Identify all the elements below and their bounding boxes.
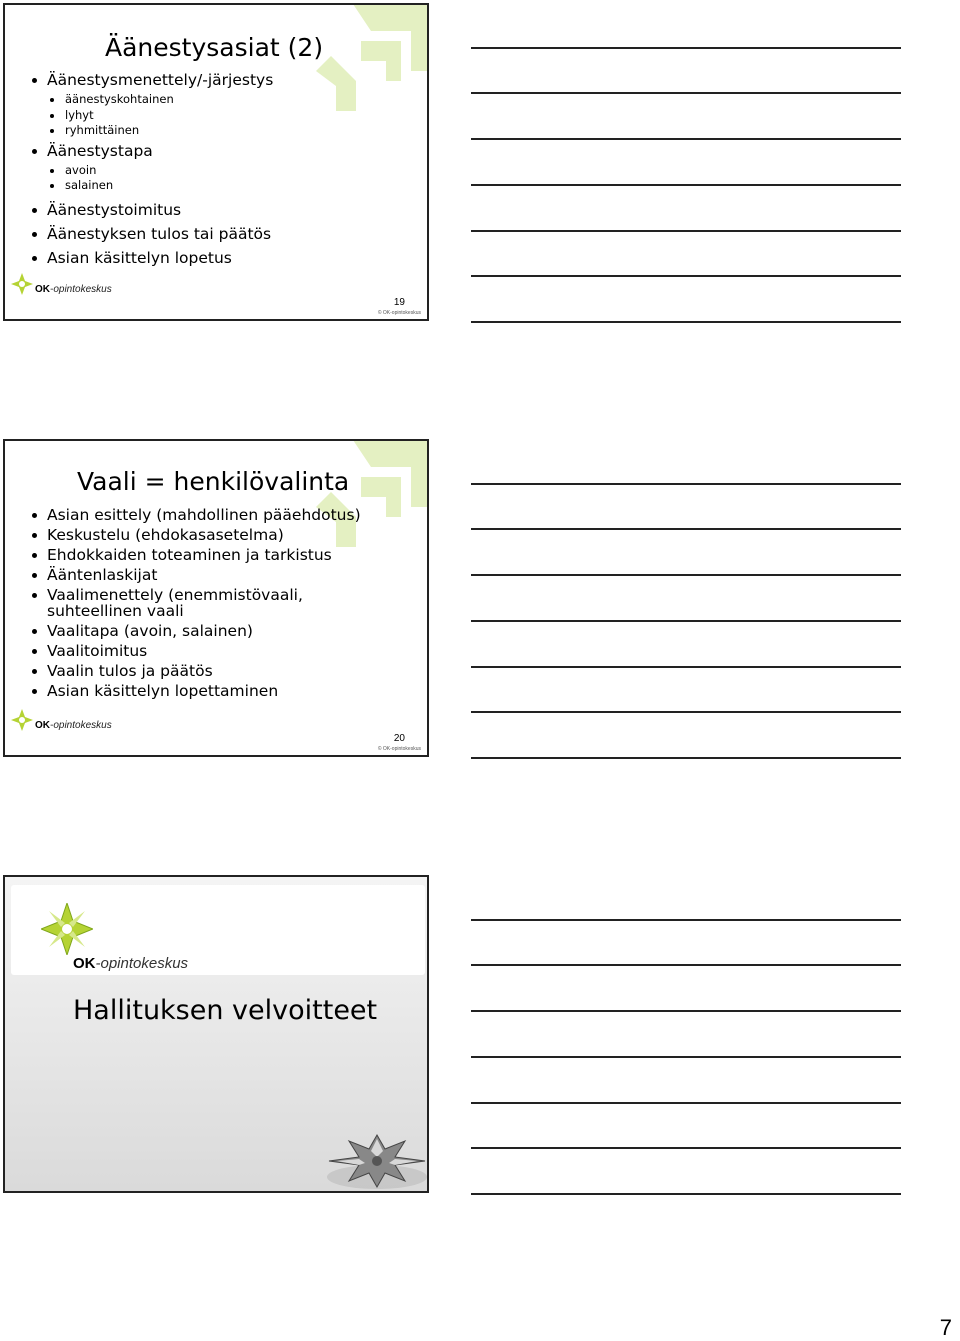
slide-title-page xyxy=(3,875,429,1193)
note-line xyxy=(471,1147,901,1149)
slide-title: Vaali = henkilövalinta xyxy=(77,467,350,496)
copyright: © OK-opintokeskus xyxy=(377,310,421,316)
note-line xyxy=(471,1193,901,1195)
list-item: Vaalitapa (avoin, salainen) xyxy=(29,621,361,641)
note-line xyxy=(471,919,901,921)
logo xyxy=(11,709,112,731)
page-number: 7 xyxy=(939,1315,952,1340)
note-line xyxy=(471,964,901,966)
logo-text: OK-opintokeskus xyxy=(35,284,112,295)
logo xyxy=(11,273,112,295)
note-line xyxy=(471,711,901,713)
star-arrows-decoration-icon xyxy=(311,3,429,111)
logo-banner xyxy=(11,885,425,975)
note-line xyxy=(471,230,901,232)
logo-text: OK-opintokeskus xyxy=(35,720,112,731)
note-line xyxy=(471,483,901,485)
list-item: Äänestystoimitus xyxy=(29,198,273,222)
list-item: Äänestystapa xyxy=(29,139,273,163)
list-item: Äänestyksen tulos tai päätös xyxy=(29,222,273,246)
bullet-list xyxy=(29,505,361,701)
copyright: © OK-opintokeskus xyxy=(377,746,421,752)
slide-number: 20 xyxy=(393,733,405,744)
list-subitem: ryhmittäinen xyxy=(47,123,273,139)
slide-title: Hallituksen velvoitteet xyxy=(73,995,378,1026)
list-item: Äänestysmenettely/-järjestys xyxy=(29,68,273,92)
note-line xyxy=(471,757,901,759)
note-line xyxy=(471,138,901,140)
list-item: Vaalimenettely (enemmistövaali, suhteellinen vaali xyxy=(29,585,337,621)
note-line xyxy=(471,1056,901,1058)
slide-19 xyxy=(3,3,429,321)
list-item: Vaalin tulos ja päätös xyxy=(29,661,361,681)
list-item: Keskustelu (ehdokasasetelma) xyxy=(29,525,361,545)
note-line xyxy=(471,92,901,94)
slide-title: Äänestysasiat (2) xyxy=(105,33,324,62)
3d-star-arrows-icon xyxy=(325,1131,429,1191)
note-line xyxy=(471,321,901,323)
note-line xyxy=(471,574,901,576)
list-subitem: äänestyskohtainen xyxy=(47,92,273,108)
note-line xyxy=(471,184,901,186)
bullet-list xyxy=(29,68,273,270)
slide-number: 19 xyxy=(393,297,405,308)
note-line xyxy=(471,275,901,277)
note-line xyxy=(471,1102,901,1104)
slide-20 xyxy=(3,439,429,757)
note-line xyxy=(471,620,901,622)
list-item: Ääntenlaskijat xyxy=(29,565,361,585)
logo-text: OK-opintokeskus xyxy=(73,955,189,972)
note-line xyxy=(471,666,901,668)
list-subitem: avoin xyxy=(47,163,273,179)
list-item: Asian esittely (mahdollinen pääehdotus) xyxy=(29,505,361,525)
logo-star-icon xyxy=(11,273,33,295)
list-item: Vaalitoimitus xyxy=(29,641,361,661)
note-line xyxy=(471,528,901,530)
list-subitem: lyhyt xyxy=(47,108,273,124)
logo-star-icon xyxy=(41,903,93,955)
list-item: Asian käsittelyn lopetus xyxy=(29,246,273,270)
list-item: Ehdokkaiden toteaminen ja tarkistus xyxy=(29,545,361,565)
note-line xyxy=(471,47,901,49)
list-subitem: salainen xyxy=(47,178,273,194)
logo-star-icon xyxy=(11,709,33,731)
note-line xyxy=(471,1010,901,1012)
list-item: Asian käsittelyn lopettaminen xyxy=(29,681,361,701)
